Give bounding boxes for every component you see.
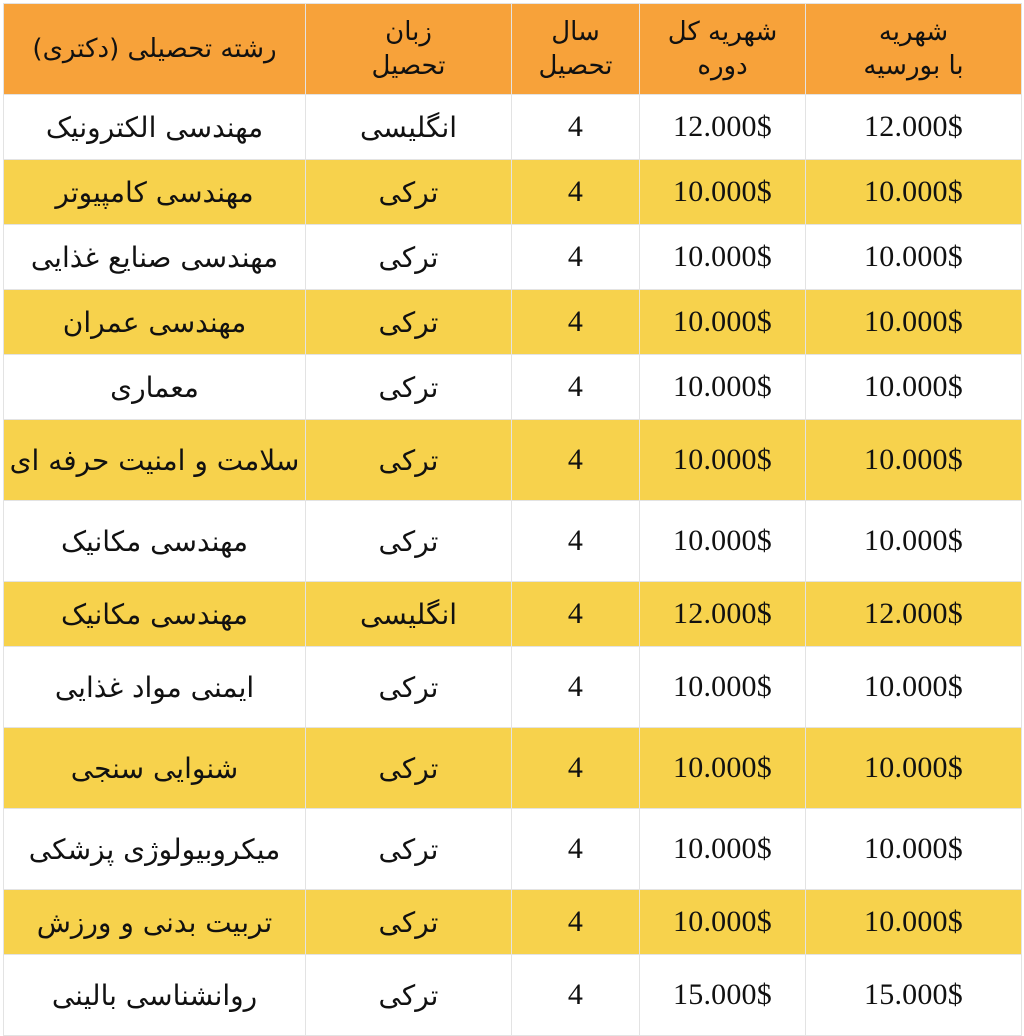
cell-total-tuition: 10.000$ [640, 647, 806, 728]
cell-program: معماری [4, 355, 306, 420]
cell-years: 4 [512, 955, 640, 1036]
table-row [4, 225, 1022, 290]
cell-program: مهندسی مکانیک [4, 582, 306, 647]
cell-years: 4 [512, 290, 640, 355]
cell-years: 4 [512, 582, 640, 647]
cell-program: میکروبیولوژی پزشکی [4, 809, 306, 890]
table-row [4, 890, 1022, 955]
cell-program: روانشناسی بالینی [4, 955, 306, 1036]
cell-years: 4 [512, 355, 640, 420]
table-row [4, 420, 1022, 501]
cell-total-tuition: 10.000$ [640, 225, 806, 290]
cell-language: ترکی [306, 420, 512, 501]
header-language [306, 4, 512, 95]
header-scholarship-tuition-line1: شهریه [878, 17, 949, 47]
header-years-line1: سال [551, 17, 600, 47]
cell-language: ترکی [306, 225, 512, 290]
header-language-line1: زبان [385, 17, 432, 47]
cell-scholarship-tuition: 10.000$ [806, 420, 1022, 501]
cell-scholarship-tuition: 10.000$ [806, 647, 1022, 728]
cell-total-tuition: 12.000$ [640, 95, 806, 160]
cell-total-tuition: 12.000$ [640, 582, 806, 647]
cell-years: 4 [512, 95, 640, 160]
table-row [4, 647, 1022, 728]
cell-program: مهندسی کامپیوتر [4, 160, 306, 225]
cell-language: ترکی [306, 290, 512, 355]
cell-language: انگلیسی [306, 582, 512, 647]
cell-program: مهندسی صنایع غذایی [4, 225, 306, 290]
cell-years: 4 [512, 647, 640, 728]
cell-scholarship-tuition: 10.000$ [806, 890, 1022, 955]
cell-program: مهندسی عمران [4, 290, 306, 355]
cell-total-tuition: 10.000$ [640, 160, 806, 225]
table-row [4, 95, 1022, 160]
table-row [4, 290, 1022, 355]
header-total-tuition-line1: شهریه کل [667, 17, 778, 47]
cell-scholarship-tuition: 10.000$ [806, 355, 1022, 420]
cell-years: 4 [512, 420, 640, 501]
cell-program: شنوایی سنجی [4, 728, 306, 809]
cell-years: 4 [512, 160, 640, 225]
cell-years: 4 [512, 809, 640, 890]
cell-total-tuition: 10.000$ [640, 890, 806, 955]
header-language-line2: تحصیل [371, 51, 446, 81]
cell-language: ترکی [306, 355, 512, 420]
tuition-table [3, 3, 1022, 1036]
table-row [4, 955, 1022, 1036]
cell-years: 4 [512, 728, 640, 809]
table-row [4, 355, 1022, 420]
cell-program: مهندسی مکانیک [4, 501, 306, 582]
cell-program: تربیت بدنی و ورزش [4, 890, 306, 955]
cell-total-tuition: 10.000$ [640, 355, 806, 420]
cell-total-tuition: 10.000$ [640, 728, 806, 809]
cell-scholarship-tuition: 10.000$ [806, 290, 1022, 355]
cell-scholarship-tuition: 10.000$ [806, 160, 1022, 225]
cell-total-tuition: 10.000$ [640, 420, 806, 501]
header-years-line2: تحصیل [538, 51, 613, 81]
cell-program: سلامت و امنیت حرفه ای [4, 420, 306, 501]
cell-scholarship-tuition: 12.000$ [806, 582, 1022, 647]
cell-language: ترکی [306, 955, 512, 1036]
table-row [4, 582, 1022, 647]
cell-language: ترکی [306, 728, 512, 809]
cell-language: ترکی [306, 809, 512, 890]
cell-total-tuition: 10.000$ [640, 809, 806, 890]
header-program: رشته تحصیلی (دکتری) [4, 4, 306, 95]
cell-language: انگلیسی [306, 95, 512, 160]
cell-scholarship-tuition: 10.000$ [806, 501, 1022, 582]
cell-years: 4 [512, 890, 640, 955]
cell-scholarship-tuition: 10.000$ [806, 225, 1022, 290]
cell-scholarship-tuition: 12.000$ [806, 95, 1022, 160]
cell-language: ترکی [306, 647, 512, 728]
cell-scholarship-tuition: 10.000$ [806, 809, 1022, 890]
header-scholarship-tuition-line2: با بورسیه [863, 51, 964, 81]
cell-language: ترکی [306, 501, 512, 582]
cell-total-tuition: 15.000$ [640, 955, 806, 1036]
cell-language: ترکی [306, 890, 512, 955]
header-scholarship-tuition [806, 4, 1022, 95]
header-total-tuition-line2: دوره [697, 51, 748, 81]
table-row [4, 809, 1022, 890]
cell-language: ترکی [306, 160, 512, 225]
table-header-row [4, 4, 1022, 95]
cell-years: 4 [512, 501, 640, 582]
table-row [4, 160, 1022, 225]
table-row [4, 501, 1022, 582]
cell-scholarship-tuition: 10.000$ [806, 728, 1022, 809]
table-row [4, 728, 1022, 809]
cell-program: مهندسی الکترونیک [4, 95, 306, 160]
cell-total-tuition: 10.000$ [640, 290, 806, 355]
cell-scholarship-tuition: 15.000$ [806, 955, 1022, 1036]
cell-years: 4 [512, 225, 640, 290]
cell-total-tuition: 10.000$ [640, 501, 806, 582]
header-total-tuition [640, 4, 806, 95]
cell-program: ایمنی مواد غذایی [4, 647, 306, 728]
header-years [512, 4, 640, 95]
